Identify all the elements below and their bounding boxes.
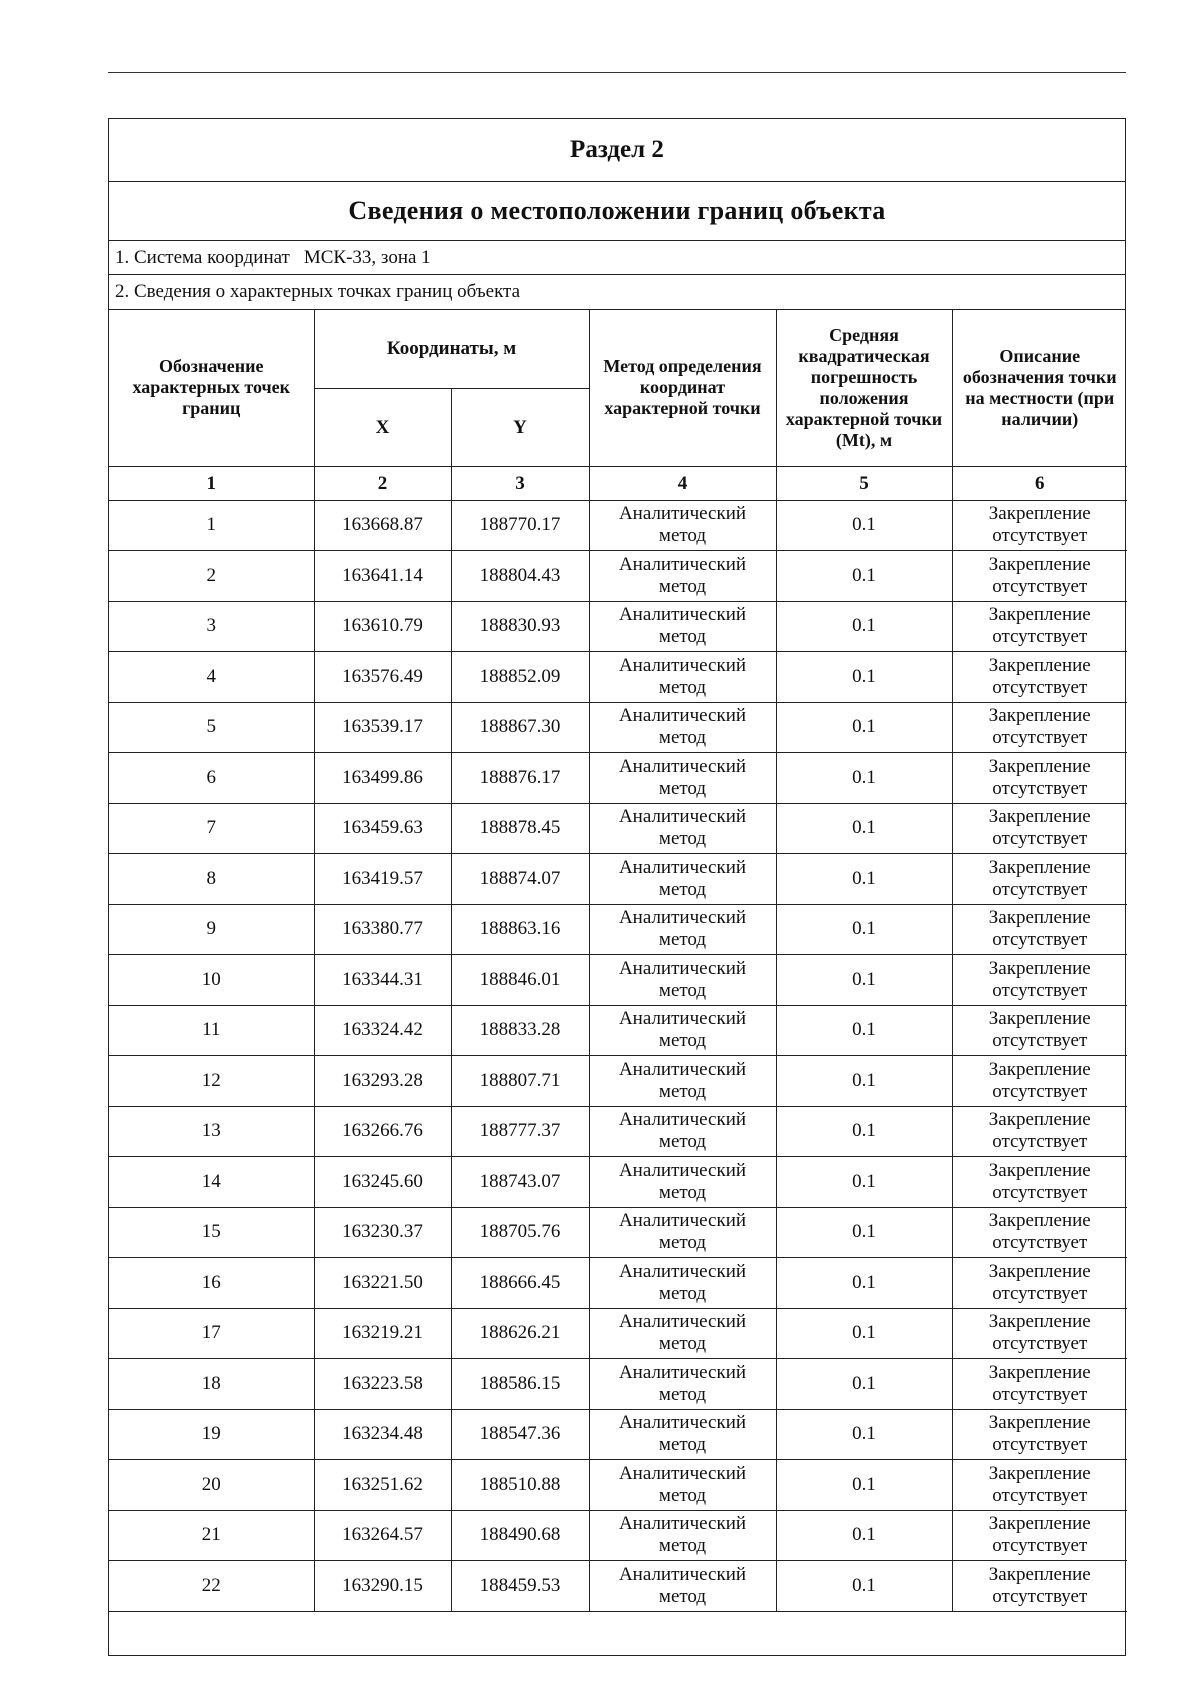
- description-cell: [952, 601, 1127, 652]
- description-line-1: Закрепление: [988, 1462, 1091, 1484]
- method-cell: [589, 1258, 776, 1309]
- description-cell: [952, 1005, 1127, 1056]
- method-line-1: Аналитический: [618, 755, 747, 777]
- points-heading: 2. Сведения о характерных точках границ объекта: [109, 275, 1125, 310]
- description-cell: [952, 551, 1127, 602]
- y-coordinate-cell: 188833.28: [451, 1005, 589, 1056]
- method-line-2: метод: [658, 1484, 707, 1506]
- method-cell: [589, 1157, 776, 1208]
- description-cell: [952, 854, 1127, 905]
- method-cell: [589, 500, 776, 551]
- method-line-1: Аналитический: [618, 503, 747, 525]
- description-line-1: Закрепление: [988, 1109, 1091, 1131]
- description-line-2: отсутствует: [992, 1585, 1088, 1607]
- description-line-2: отсутствует: [992, 1080, 1088, 1102]
- point-number-cell: 9: [109, 904, 314, 955]
- description-line-2: отсутствует: [992, 1232, 1088, 1254]
- x-coordinate-cell: 163576.49: [314, 652, 451, 703]
- x-coordinate-cell: 163264.57: [314, 1510, 451, 1561]
- x-coordinate-cell: 163539.17: [314, 702, 451, 753]
- method-line-1: Аналитический: [618, 1462, 747, 1484]
- table-row: [109, 702, 1127, 753]
- description-line-1: Закрепление: [988, 1563, 1091, 1585]
- method-line-1: Аналитический: [618, 1513, 747, 1535]
- x-coordinate-cell: 163344.31: [314, 955, 451, 1006]
- x-coordinate-cell: 163223.58: [314, 1359, 451, 1410]
- point-number-cell: 8: [109, 854, 314, 905]
- description-cell: [952, 1460, 1127, 1511]
- point-number-cell: 12: [109, 1056, 314, 1107]
- table-row: [109, 1359, 1127, 1410]
- y-coordinate-cell: 188874.07: [451, 854, 589, 905]
- method-line-2: метод: [658, 676, 707, 698]
- error-cell: 0.1: [776, 702, 952, 753]
- description-line-2: отсутствует: [992, 727, 1088, 749]
- description-line-2: отсутствует: [992, 575, 1088, 597]
- description-line-2: отсутствует: [992, 1535, 1088, 1557]
- header-designation: Обозначение характерных точек границ: [109, 310, 314, 466]
- y-coordinate-cell: 188867.30: [451, 702, 589, 753]
- point-number-cell: 2: [109, 551, 314, 602]
- description-line-2: отсутствует: [992, 1383, 1088, 1405]
- table-row: [109, 955, 1127, 1006]
- error-cell: 0.1: [776, 904, 952, 955]
- y-coordinate-cell: 188547.36: [451, 1409, 589, 1460]
- table-row: [109, 1308, 1127, 1359]
- y-coordinate-cell: 188770.17: [451, 500, 589, 551]
- description-cell: [952, 904, 1127, 955]
- y-coordinate-cell: 188830.93: [451, 601, 589, 652]
- method-line-1: Аналитический: [618, 654, 747, 676]
- table-row: [109, 652, 1127, 703]
- points-table: [109, 310, 1127, 1633]
- y-coordinate-cell: 188876.17: [451, 753, 589, 804]
- method-line-2: метод: [658, 1080, 707, 1102]
- method-line-1: Аналитический: [618, 1159, 747, 1181]
- method-line-1: Аналитический: [618, 1412, 747, 1434]
- x-coordinate-cell: 163380.77: [314, 904, 451, 955]
- point-number-cell: 17: [109, 1308, 314, 1359]
- table-row: [109, 1106, 1127, 1157]
- method-cell: [589, 1460, 776, 1511]
- method-line-2: метод: [658, 575, 707, 597]
- method-line-2: метод: [658, 1333, 707, 1355]
- point-number-cell: 20: [109, 1460, 314, 1511]
- y-coordinate-cell: 188510.88: [451, 1460, 589, 1511]
- method-cell: [589, 1409, 776, 1460]
- method-line-1: Аналитический: [618, 1210, 747, 1232]
- table-row: [109, 904, 1127, 955]
- description-cell: [952, 1258, 1127, 1309]
- x-coordinate-cell: 163641.14: [314, 551, 451, 602]
- description-line-2: отсутствует: [992, 1131, 1088, 1153]
- column-numbers-row: [109, 466, 1127, 500]
- method-line-1: Аналитический: [618, 1058, 747, 1080]
- method-cell: [589, 652, 776, 703]
- point-number-cell: 14: [109, 1157, 314, 1208]
- point-number-cell: 13: [109, 1106, 314, 1157]
- method-line-1: Аналитический: [618, 1109, 747, 1131]
- description-line-1: Закрепление: [988, 654, 1091, 676]
- description-cell: [952, 1409, 1127, 1460]
- method-cell: [589, 1359, 776, 1410]
- method-cell: [589, 1561, 776, 1612]
- error-cell: 0.1: [776, 753, 952, 804]
- table-tail-row: [109, 1611, 1127, 1633]
- error-cell: 0.1: [776, 551, 952, 602]
- x-coordinate-cell: 163499.86: [314, 753, 451, 804]
- error-cell: 0.1: [776, 955, 952, 1006]
- method-line-2: метод: [658, 1434, 707, 1456]
- y-coordinate-cell: 188705.76: [451, 1207, 589, 1258]
- x-coordinate-cell: 163324.42: [314, 1005, 451, 1056]
- description-line-1: Закрепление: [988, 503, 1091, 525]
- table-row: [109, 1460, 1127, 1511]
- table-row: [109, 601, 1127, 652]
- column-number: 1: [109, 466, 314, 500]
- method-cell: [589, 551, 776, 602]
- header-x: X: [314, 388, 451, 466]
- description-line-2: отсутствует: [992, 878, 1088, 900]
- description-cell: [952, 1207, 1127, 1258]
- description-line-2: отсутствует: [992, 1484, 1088, 1506]
- description-line-1: Закрепление: [988, 1159, 1091, 1181]
- description-cell: [952, 702, 1127, 753]
- description-line-2: отсутствует: [992, 1030, 1088, 1052]
- document-frame: [108, 118, 1126, 1656]
- x-coordinate-cell: 163290.15: [314, 1561, 451, 1612]
- method-line-1: Аналитический: [618, 957, 747, 979]
- description-line-2: отсутствует: [992, 929, 1088, 951]
- method-line-1: Аналитический: [618, 1311, 747, 1333]
- section-title: Раздел 2: [109, 119, 1125, 182]
- table-tail-cell: [109, 1611, 1127, 1633]
- description-line-1: Закрепление: [988, 604, 1091, 626]
- point-number-cell: 18: [109, 1359, 314, 1410]
- y-coordinate-cell: 188459.53: [451, 1561, 589, 1612]
- method-cell: [589, 601, 776, 652]
- point-number-cell: 19: [109, 1409, 314, 1460]
- method-cell: [589, 1056, 776, 1107]
- point-number-cell: 22: [109, 1561, 314, 1612]
- method-cell: [589, 1510, 776, 1561]
- description-line-1: Закрепление: [988, 705, 1091, 727]
- description-line-2: отсутствует: [992, 1282, 1088, 1304]
- point-number-cell: 16: [109, 1258, 314, 1309]
- method-line-1: Аналитический: [618, 907, 747, 929]
- method-line-2: метод: [658, 1131, 707, 1153]
- method-line-1: Аналитический: [618, 1563, 747, 1585]
- point-number-cell: 5: [109, 702, 314, 753]
- x-coordinate-cell: 163293.28: [314, 1056, 451, 1107]
- description-cell: [952, 1308, 1127, 1359]
- description-line-1: Закрепление: [988, 1260, 1091, 1282]
- description-line-2: отсутствует: [992, 777, 1088, 799]
- table-row: [109, 1258, 1127, 1309]
- error-cell: 0.1: [776, 1510, 952, 1561]
- description-cell: [952, 1359, 1127, 1410]
- table-row: [109, 1409, 1127, 1460]
- header-error: Средняя квадратическая погрешность положения характерной точки (Mt), м: [776, 310, 952, 466]
- description-cell: [952, 500, 1127, 551]
- method-line-2: метод: [658, 626, 707, 648]
- point-number-cell: 4: [109, 652, 314, 703]
- description-line-1: Закрепление: [988, 957, 1091, 979]
- method-line-2: метод: [658, 1232, 707, 1254]
- method-line-2: метод: [658, 1282, 707, 1304]
- error-cell: 0.1: [776, 1207, 952, 1258]
- y-coordinate-cell: 188852.09: [451, 652, 589, 703]
- method-line-2: метод: [658, 929, 707, 951]
- method-line-1: Аналитический: [618, 1008, 747, 1030]
- column-number: 3: [451, 466, 589, 500]
- x-coordinate-cell: 163266.76: [314, 1106, 451, 1157]
- description-line-1: Закрепление: [988, 553, 1091, 575]
- y-coordinate-cell: 188804.43: [451, 551, 589, 602]
- point-number-cell: 3: [109, 601, 314, 652]
- header-coordinates: Координаты, м: [314, 310, 589, 388]
- header-method: Метод определения координат характерной точки: [589, 310, 776, 466]
- table-row: [109, 753, 1127, 804]
- coordinate-system-label: 1. Система координат: [115, 246, 290, 268]
- description-cell: [952, 803, 1127, 854]
- description-line-1: Закрепление: [988, 1210, 1091, 1232]
- description-line-1: Закрепление: [988, 856, 1091, 878]
- description-cell: [952, 955, 1127, 1006]
- y-coordinate-cell: 188586.15: [451, 1359, 589, 1410]
- table-row: [109, 1561, 1127, 1612]
- method-line-2: метод: [658, 1030, 707, 1052]
- description-line-2: отсутствует: [992, 626, 1088, 648]
- method-cell: [589, 854, 776, 905]
- point-number-cell: 21: [109, 1510, 314, 1561]
- x-coordinate-cell: 163230.37: [314, 1207, 451, 1258]
- error-cell: 0.1: [776, 601, 952, 652]
- method-line-2: метод: [658, 525, 707, 547]
- method-line-1: Аналитический: [618, 604, 747, 626]
- method-line-1: Аналитический: [618, 856, 747, 878]
- error-cell: 0.1: [776, 1106, 952, 1157]
- y-coordinate-cell: 188743.07: [451, 1157, 589, 1208]
- description-line-1: Закрепление: [988, 755, 1091, 777]
- coordinate-system-line: [109, 241, 1125, 275]
- description-cell: [952, 753, 1127, 804]
- description-line-1: Закрепление: [988, 1361, 1091, 1383]
- y-coordinate-cell: 188846.01: [451, 955, 589, 1006]
- description-cell: [952, 1106, 1127, 1157]
- y-coordinate-cell: 188807.71: [451, 1056, 589, 1107]
- description-line-2: отсутствует: [992, 1434, 1088, 1456]
- description-line-2: отсутствует: [992, 979, 1088, 1001]
- method-line-1: Аналитический: [618, 705, 747, 727]
- method-cell: [589, 1207, 776, 1258]
- description-line-1: Закрепление: [988, 1311, 1091, 1333]
- method-line-2: метод: [658, 777, 707, 799]
- error-cell: 0.1: [776, 1409, 952, 1460]
- method-line-2: метод: [658, 878, 707, 900]
- description-cell: [952, 1157, 1127, 1208]
- error-cell: 0.1: [776, 1359, 952, 1410]
- y-coordinate-cell: 188878.45: [451, 803, 589, 854]
- section-subtitle: Сведения о местоположении границ объекта: [109, 182, 1125, 241]
- points-table-body: [109, 500, 1127, 1633]
- x-coordinate-cell: 163221.50: [314, 1258, 451, 1309]
- description-line-1: Закрепление: [988, 806, 1091, 828]
- error-cell: 0.1: [776, 1056, 952, 1107]
- description-line-2: отсутствует: [992, 676, 1088, 698]
- description-cell: [952, 1561, 1127, 1612]
- method-line-1: Аналитический: [618, 553, 747, 575]
- column-number: 2: [314, 466, 451, 500]
- method-cell: [589, 1308, 776, 1359]
- table-row: [109, 500, 1127, 551]
- point-number-cell: 10: [109, 955, 314, 1006]
- description-line-2: отсутствует: [992, 525, 1088, 547]
- description-cell: [952, 1510, 1127, 1561]
- method-line-2: метод: [658, 1383, 707, 1405]
- method-cell: [589, 1106, 776, 1157]
- method-cell: [589, 904, 776, 955]
- x-coordinate-cell: 163245.60: [314, 1157, 451, 1208]
- error-cell: 0.1: [776, 1561, 952, 1612]
- point-number-cell: 7: [109, 803, 314, 854]
- point-number-cell: 15: [109, 1207, 314, 1258]
- x-coordinate-cell: 163610.79: [314, 601, 451, 652]
- method-cell: [589, 753, 776, 804]
- column-number: 4: [589, 466, 776, 500]
- error-cell: 0.1: [776, 803, 952, 854]
- error-cell: 0.1: [776, 1308, 952, 1359]
- method-line-2: метод: [658, 1585, 707, 1607]
- top-rule: [108, 72, 1126, 73]
- error-cell: 0.1: [776, 1005, 952, 1056]
- y-coordinate-cell: 188777.37: [451, 1106, 589, 1157]
- y-coordinate-cell: 188666.45: [451, 1258, 589, 1309]
- column-number: 5: [776, 466, 952, 500]
- column-number: 6: [952, 466, 1127, 500]
- table-row: [109, 854, 1127, 905]
- method-cell: [589, 955, 776, 1006]
- x-coordinate-cell: 163219.21: [314, 1308, 451, 1359]
- method-cell: [589, 1005, 776, 1056]
- method-line-1: Аналитический: [618, 1361, 747, 1383]
- x-coordinate-cell: 163668.87: [314, 500, 451, 551]
- table-row: [109, 1510, 1127, 1561]
- x-coordinate-cell: 163419.57: [314, 854, 451, 905]
- coordinate-system-value: МСК-33, зона 1: [303, 246, 431, 268]
- description-line-2: отсутствует: [992, 1181, 1088, 1203]
- method-line-2: метод: [658, 727, 707, 749]
- table-row: [109, 551, 1127, 602]
- method-line-1: Аналитический: [618, 806, 747, 828]
- y-coordinate-cell: 188626.21: [451, 1308, 589, 1359]
- description-line-2: отсутствует: [992, 828, 1088, 850]
- x-coordinate-cell: 163251.62: [314, 1460, 451, 1511]
- header-description: Описание обозначения точки на местности (при наличии): [952, 310, 1127, 466]
- point-number-cell: 6: [109, 753, 314, 804]
- table-row: [109, 803, 1127, 854]
- method-cell: [589, 702, 776, 753]
- description-line-1: Закрепление: [988, 1412, 1091, 1434]
- method-line-2: метод: [658, 828, 707, 850]
- point-number-cell: 11: [109, 1005, 314, 1056]
- description-cell: [952, 1056, 1127, 1107]
- method-line-2: метод: [658, 1181, 707, 1203]
- header-y: Y: [451, 388, 589, 466]
- error-cell: 0.1: [776, 1157, 952, 1208]
- y-coordinate-cell: 188863.16: [451, 904, 589, 955]
- error-cell: 0.1: [776, 854, 952, 905]
- table-row: [109, 1056, 1127, 1107]
- description-line-1: Закрепление: [988, 1008, 1091, 1030]
- error-cell: 0.1: [776, 1460, 952, 1511]
- x-coordinate-cell: 163459.63: [314, 803, 451, 854]
- error-cell: 0.1: [776, 500, 952, 551]
- error-cell: 0.1: [776, 1258, 952, 1309]
- method-line-2: метод: [658, 979, 707, 1001]
- table-row: [109, 1157, 1127, 1208]
- x-coordinate-cell: 163234.48: [314, 1409, 451, 1460]
- description-line-2: отсутствует: [992, 1333, 1088, 1355]
- method-cell: [589, 803, 776, 854]
- description-line-1: Закрепление: [988, 1058, 1091, 1080]
- method-line-2: метод: [658, 1535, 707, 1557]
- table-row: [109, 1207, 1127, 1258]
- description-line-1: Закрепление: [988, 1513, 1091, 1535]
- error-cell: 0.1: [776, 652, 952, 703]
- description-cell: [952, 652, 1127, 703]
- method-line-1: Аналитический: [618, 1260, 747, 1282]
- description-line-1: Закрепление: [988, 907, 1091, 929]
- table-row: [109, 1005, 1127, 1056]
- point-number-cell: 1: [109, 500, 314, 551]
- y-coordinate-cell: 188490.68: [451, 1510, 589, 1561]
